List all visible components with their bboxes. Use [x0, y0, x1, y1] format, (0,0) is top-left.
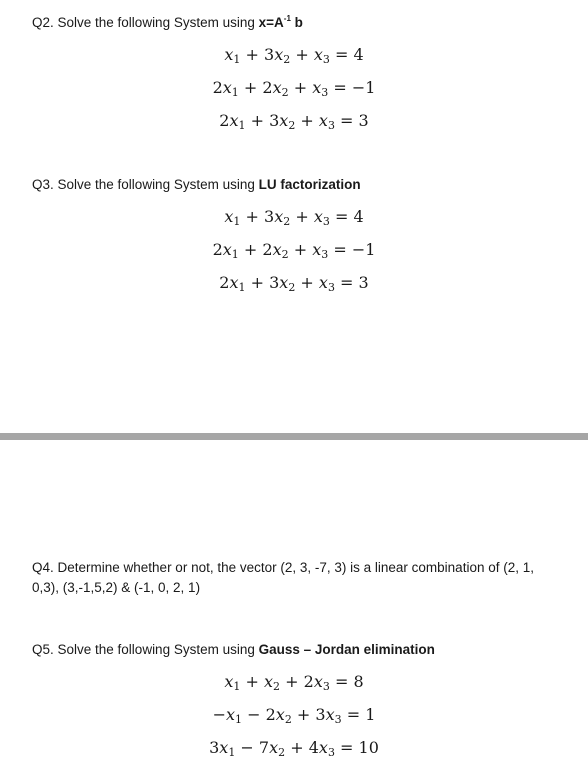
coefficient: − [212, 705, 226, 724]
subscript: 1 [235, 713, 243, 726]
question-5-method: Gauss – Jordan elimination [258, 642, 435, 657]
variable: x [318, 738, 328, 757]
question-3-method: LU factorization [258, 177, 361, 192]
question-4-text: Q4. Determine whether or not, the vector (2, 3, -7, 3) is a linear combination of (2, 1, 0,3), (3,-1,5,2) & (-1, 0, 2, 1) [32, 560, 534, 595]
question-3 [32, 175, 361, 195]
variable: x [272, 78, 282, 97]
equals-sign: = [334, 672, 349, 691]
variable: x [313, 672, 323, 691]
coefficient: 3 [209, 738, 220, 757]
operator: + [243, 78, 258, 97]
operator: + [300, 273, 314, 292]
system-q3-eq-3 [0, 273, 588, 293]
variable: x [275, 705, 285, 724]
operator: + [245, 45, 259, 64]
page-divider [0, 433, 588, 440]
variable: x [229, 273, 239, 292]
subscript: 3 [322, 680, 330, 693]
system-q5-eq-3 [0, 738, 588, 758]
subscript: 2 [273, 680, 281, 693]
coefficient: 2 [219, 273, 230, 292]
variable: x [219, 738, 229, 757]
operator: + [250, 273, 264, 292]
operator: + [290, 738, 304, 757]
coefficient: 3 [264, 207, 275, 226]
variable: x [325, 705, 335, 724]
system-q2-eq-1 [0, 45, 588, 65]
variable: x [269, 738, 279, 757]
variable: x [222, 78, 232, 97]
question-5-text: Q5. Solve the following System using [32, 642, 259, 657]
subscript: 2 [283, 215, 291, 228]
variable: x [222, 240, 232, 259]
question-2-method: $x=A^{-1}$ b [258, 13, 303, 30]
variable: x [272, 240, 282, 259]
question-3-text: Q3. Solve the following System using [32, 177, 259, 192]
coefficient: 7 [258, 738, 270, 757]
system-q3-eq-2 [0, 240, 588, 260]
subscript: 1 [231, 86, 239, 99]
system-q2-eq-2 [0, 78, 588, 98]
variable: x [318, 273, 328, 292]
operator: + [293, 240, 308, 259]
equals-sign: = [346, 705, 361, 724]
operator: + [285, 672, 299, 691]
variable: x [274, 207, 284, 226]
equals-sign: = [340, 273, 354, 292]
variable: x [312, 78, 322, 97]
coefficient: 2 [219, 111, 230, 130]
system-q5-eq-1 [0, 672, 588, 692]
subscript: 1 [228, 746, 236, 759]
system-q3-eq-1 [0, 207, 588, 227]
coefficient: 2 [262, 78, 273, 97]
equals-sign: = [334, 45, 349, 64]
variable: x [313, 45, 323, 64]
variable: x [225, 705, 236, 724]
operator: + [295, 207, 309, 226]
variable: x [313, 207, 323, 226]
coefficient: 2 [265, 705, 276, 724]
variable: x [279, 111, 289, 130]
operator: + [243, 240, 258, 259]
operator: − [247, 705, 261, 724]
rhs: 10 [358, 738, 379, 757]
subscript: 2 [281, 248, 289, 261]
rhs: −1 [351, 78, 376, 97]
subscript: 3 [334, 713, 342, 726]
subscript: 1 [233, 680, 241, 693]
operator: + [293, 78, 308, 97]
variable: x [312, 240, 322, 259]
variable: x [224, 672, 234, 691]
variable: x [229, 111, 239, 130]
question-2-text: Q2. Solve the following System using [32, 15, 259, 30]
coefficient: 2 [212, 78, 223, 97]
system-q5-eq-2 [0, 705, 588, 725]
variable: x [318, 111, 328, 130]
system-q2-eq-3 [0, 111, 588, 131]
rhs: 4 [353, 207, 364, 226]
coefficient: 3 [264, 45, 275, 64]
operator: + [300, 111, 314, 130]
operator: − [240, 738, 254, 757]
equals-sign: = [333, 78, 347, 97]
rhs: 1 [365, 705, 376, 724]
variable: x [264, 672, 274, 691]
subscript: 1 [238, 119, 246, 132]
coefficient: 3 [315, 705, 326, 724]
question-2 [32, 13, 303, 33]
coefficient: 2 [303, 672, 314, 691]
subscript: 1 [231, 248, 239, 261]
subscript: 2 [283, 53, 291, 66]
subscript: 3 [321, 248, 329, 261]
equals-sign: = [333, 240, 347, 259]
rhs: −1 [351, 240, 376, 259]
equals-sign: = [334, 207, 349, 226]
question-5 [32, 640, 435, 660]
operator: + [295, 45, 309, 64]
variable: x [224, 207, 234, 226]
operator: + [245, 672, 259, 691]
equals-sign: = [340, 738, 354, 757]
subscript: 1 [233, 215, 241, 228]
rhs: 3 [358, 111, 369, 130]
variable: x [274, 45, 284, 64]
subscript: 2 [288, 281, 296, 294]
subscript: 3 [327, 281, 335, 294]
coefficient: 2 [262, 240, 273, 259]
subscript: 2 [278, 746, 286, 759]
subscript: 1 [233, 53, 241, 66]
coefficient: 3 [269, 111, 280, 130]
subscript: 2 [281, 86, 289, 99]
subscript: 2 [288, 119, 296, 132]
rhs: 8 [353, 672, 364, 691]
coefficient: 4 [308, 738, 319, 757]
question-4 [32, 558, 562, 598]
subscript: 3 [321, 86, 329, 99]
operator: + [296, 705, 311, 724]
subscript: 1 [238, 281, 246, 294]
rhs: 3 [358, 273, 369, 292]
operator: + [250, 111, 264, 130]
subscript: 3 [327, 746, 335, 759]
variable: x [224, 45, 234, 64]
subscript: 3 [322, 53, 330, 66]
coefficient: 3 [269, 273, 280, 292]
equals-sign: = [340, 111, 354, 130]
coefficient: 2 [212, 240, 223, 259]
rhs: 4 [353, 45, 364, 64]
subscript: 3 [322, 215, 330, 228]
subscript: 2 [284, 713, 292, 726]
operator: + [245, 207, 259, 226]
variable: x [279, 273, 289, 292]
subscript: 3 [327, 119, 335, 132]
